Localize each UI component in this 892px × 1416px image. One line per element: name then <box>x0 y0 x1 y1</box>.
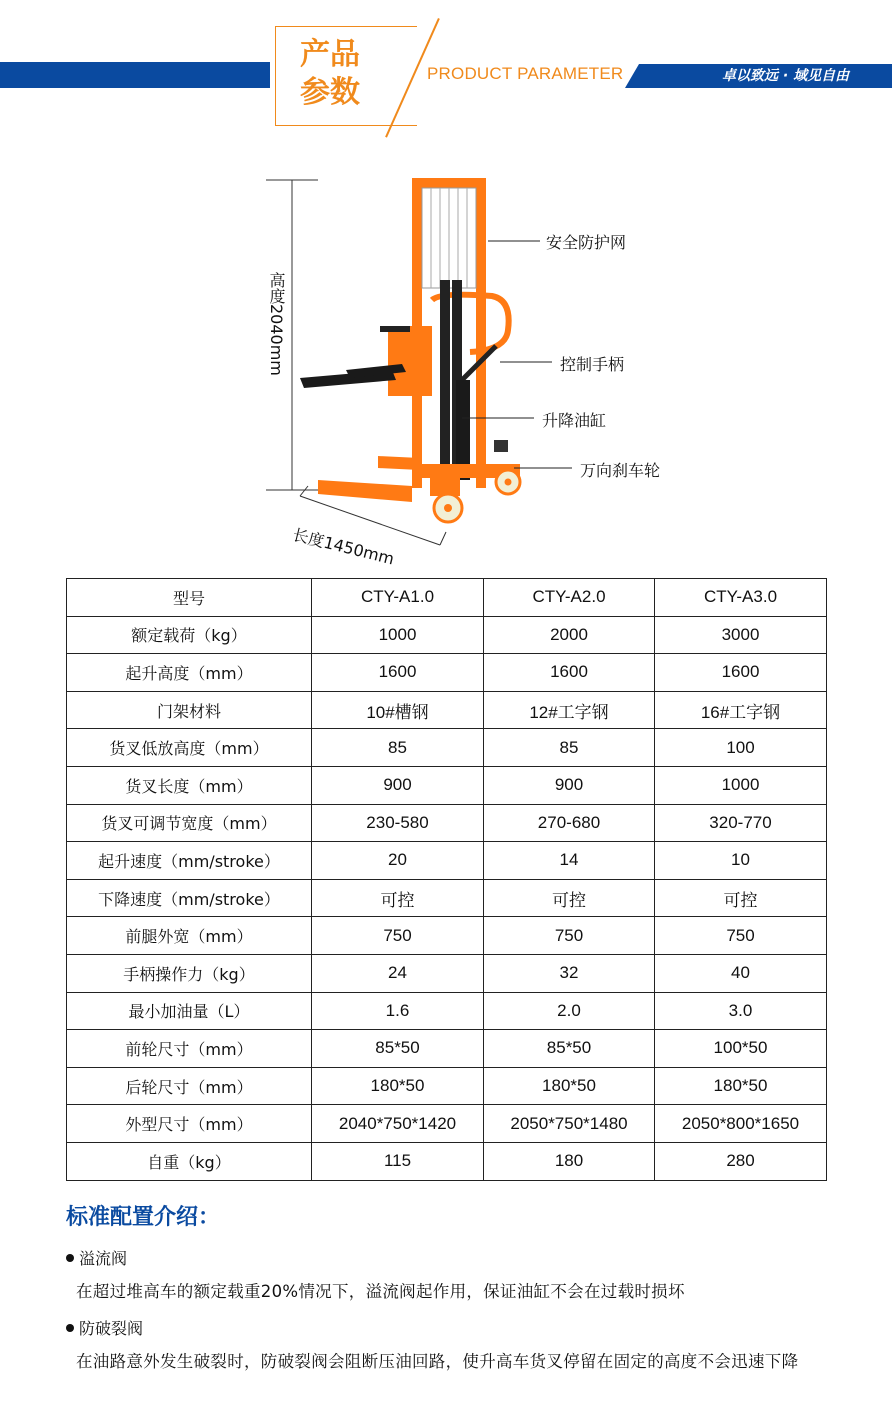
table-cell: 900 <box>484 766 655 804</box>
table-row <box>67 729 827 767</box>
table-cell: 180 <box>484 1142 655 1180</box>
table-cell: 2050*750*1480 <box>484 1105 655 1143</box>
header-slogan: 卓以致远 · 域见自由 <box>722 68 850 84</box>
table-row-label: 门架材料 <box>67 691 312 729</box>
table-header-cell: CTY-A2.0 <box>484 579 655 617</box>
table-cell: 40 <box>655 954 827 992</box>
callout-caster-wheel: 万向刹车轮 <box>580 461 661 480</box>
config-item-description: 在超过堆高车的额定载重20%情况下，溢流阀起作用，保证油缸不会在过载时损坏 <box>76 1282 685 1301</box>
config-item-name: 防破裂阀 <box>79 1319 144 1338</box>
table-row <box>67 616 827 654</box>
table-row-label: 后轮尺寸（mm） <box>67 1067 312 1105</box>
table-cell: 3000 <box>655 616 827 654</box>
table-cell: 1600 <box>312 654 484 692</box>
table-row-label: 货叉长度（mm） <box>67 766 312 804</box>
table-cell: 180*50 <box>655 1067 827 1105</box>
table-cell: 2050*800*1650 <box>655 1105 827 1143</box>
table-cell: 12#工字钢 <box>484 691 655 729</box>
table-cell: 1000 <box>655 766 827 804</box>
config-item-description: 在油路意外发生破裂时，防破裂阀会阻断压油回路，使升高车货叉停留在固定的高度不会迅速下降 <box>76 1352 799 1371</box>
table-cell: 32 <box>484 954 655 992</box>
length-label: 长度1450mm <box>290 524 397 569</box>
table-header-cell: CTY-A3.0 <box>655 579 827 617</box>
table-cell: 900 <box>312 766 484 804</box>
table-cell: 可控 <box>655 879 827 917</box>
table-cell: 180*50 <box>312 1067 484 1105</box>
table-cell: 750 <box>484 917 655 955</box>
table-cell: 14 <box>484 842 655 880</box>
table-row-label: 起升速度（mm/stroke） <box>67 842 312 880</box>
callout-lift-cylinder: 升降油缸 <box>542 411 607 430</box>
table-cell: 16#工字钢 <box>655 691 827 729</box>
table-row-label: 前腿外宽（mm） <box>67 917 312 955</box>
table-cell: 10#槽钢 <box>312 691 484 729</box>
callout-control-handle: 控制手柄 <box>560 355 625 374</box>
table-cell: 1600 <box>484 654 655 692</box>
table-row <box>67 804 827 842</box>
table-cell: 1.6 <box>312 992 484 1030</box>
config-item-relief-valve <box>66 1246 127 1269</box>
table-cell: 可控 <box>484 879 655 917</box>
table-row <box>67 954 827 992</box>
table-cell: 1600 <box>655 654 827 692</box>
config-title: 标准配置介绍： <box>66 1205 221 1230</box>
table-cell: 2040*750*1420 <box>312 1105 484 1143</box>
table-row <box>67 879 827 917</box>
callout-safety-guard: 安全防护网 <box>546 233 627 252</box>
config-item-burst-valve <box>66 1316 143 1339</box>
table-cell: 270-680 <box>484 804 655 842</box>
table-row-label: 货叉低放高度（mm） <box>67 729 312 767</box>
table-row <box>67 992 827 1030</box>
table-row-label: 额定载荷（kg） <box>67 616 312 654</box>
table-cell: 85 <box>484 729 655 767</box>
table-cell: 2000 <box>484 616 655 654</box>
height-label: 高度2040mm <box>267 272 286 376</box>
table-row <box>67 1105 827 1143</box>
header-subtitle: PRODUCT PARAMETER <box>427 64 624 83</box>
table-cell: 230-580 <box>312 804 484 842</box>
fork-carriage <box>300 326 432 396</box>
table-header-cell: 型号 <box>67 579 312 617</box>
table-row <box>67 1067 827 1105</box>
table-row <box>67 842 827 880</box>
table-row-label: 手柄操作力（kg） <box>67 954 312 992</box>
table-cell: 85*50 <box>312 1030 484 1068</box>
table-row-label: 货叉可调节宽度（mm） <box>67 804 312 842</box>
table-cell: 180*50 <box>484 1067 655 1105</box>
bullet-icon <box>66 1324 74 1332</box>
table-row-label: 起升高度（mm） <box>67 654 312 692</box>
table-cell: 1000 <box>312 616 484 654</box>
table-header-row <box>67 579 827 617</box>
table-cell: 24 <box>312 954 484 992</box>
table-cell: 100 <box>655 729 827 767</box>
table-cell: 可控 <box>312 879 484 917</box>
table-cell: 320-770 <box>655 804 827 842</box>
stacker-illustration <box>0 0 892 570</box>
hydraulic-cylinder <box>440 280 470 480</box>
table-row <box>67 1030 827 1068</box>
table-cell: 2.0 <box>484 992 655 1030</box>
bullet-icon <box>66 1254 74 1262</box>
table-header-cell: CTY-A1.0 <box>312 579 484 617</box>
table-row-label: 最小加油量（L） <box>67 992 312 1030</box>
header-title-line1: 产品 <box>300 37 360 72</box>
table-cell: 85*50 <box>484 1030 655 1068</box>
table-row <box>67 1142 827 1180</box>
table-row-label: 前轮尺寸（mm） <box>67 1030 312 1068</box>
table-row <box>67 654 827 692</box>
spec-table <box>66 578 827 1181</box>
table-cell: 100*50 <box>655 1030 827 1068</box>
table-row <box>67 691 827 729</box>
table-cell: 3.0 <box>655 992 827 1030</box>
header-title-line2: 参数 <box>300 75 360 110</box>
table-cell: 85 <box>312 729 484 767</box>
table-row-label: 自重（kg） <box>67 1142 312 1180</box>
table-cell: 10 <box>655 842 827 880</box>
table-cell: 750 <box>655 917 827 955</box>
table-cell: 750 <box>312 917 484 955</box>
table-cell: 115 <box>312 1142 484 1180</box>
table-cell: 20 <box>312 842 484 880</box>
table-row <box>67 917 827 955</box>
config-item-name: 溢流阀 <box>79 1249 128 1268</box>
table-row <box>67 766 827 804</box>
table-row-label: 下降速度（mm/stroke） <box>67 879 312 917</box>
table-row-label: 外型尺寸（mm） <box>67 1105 312 1143</box>
table-cell: 280 <box>655 1142 827 1180</box>
